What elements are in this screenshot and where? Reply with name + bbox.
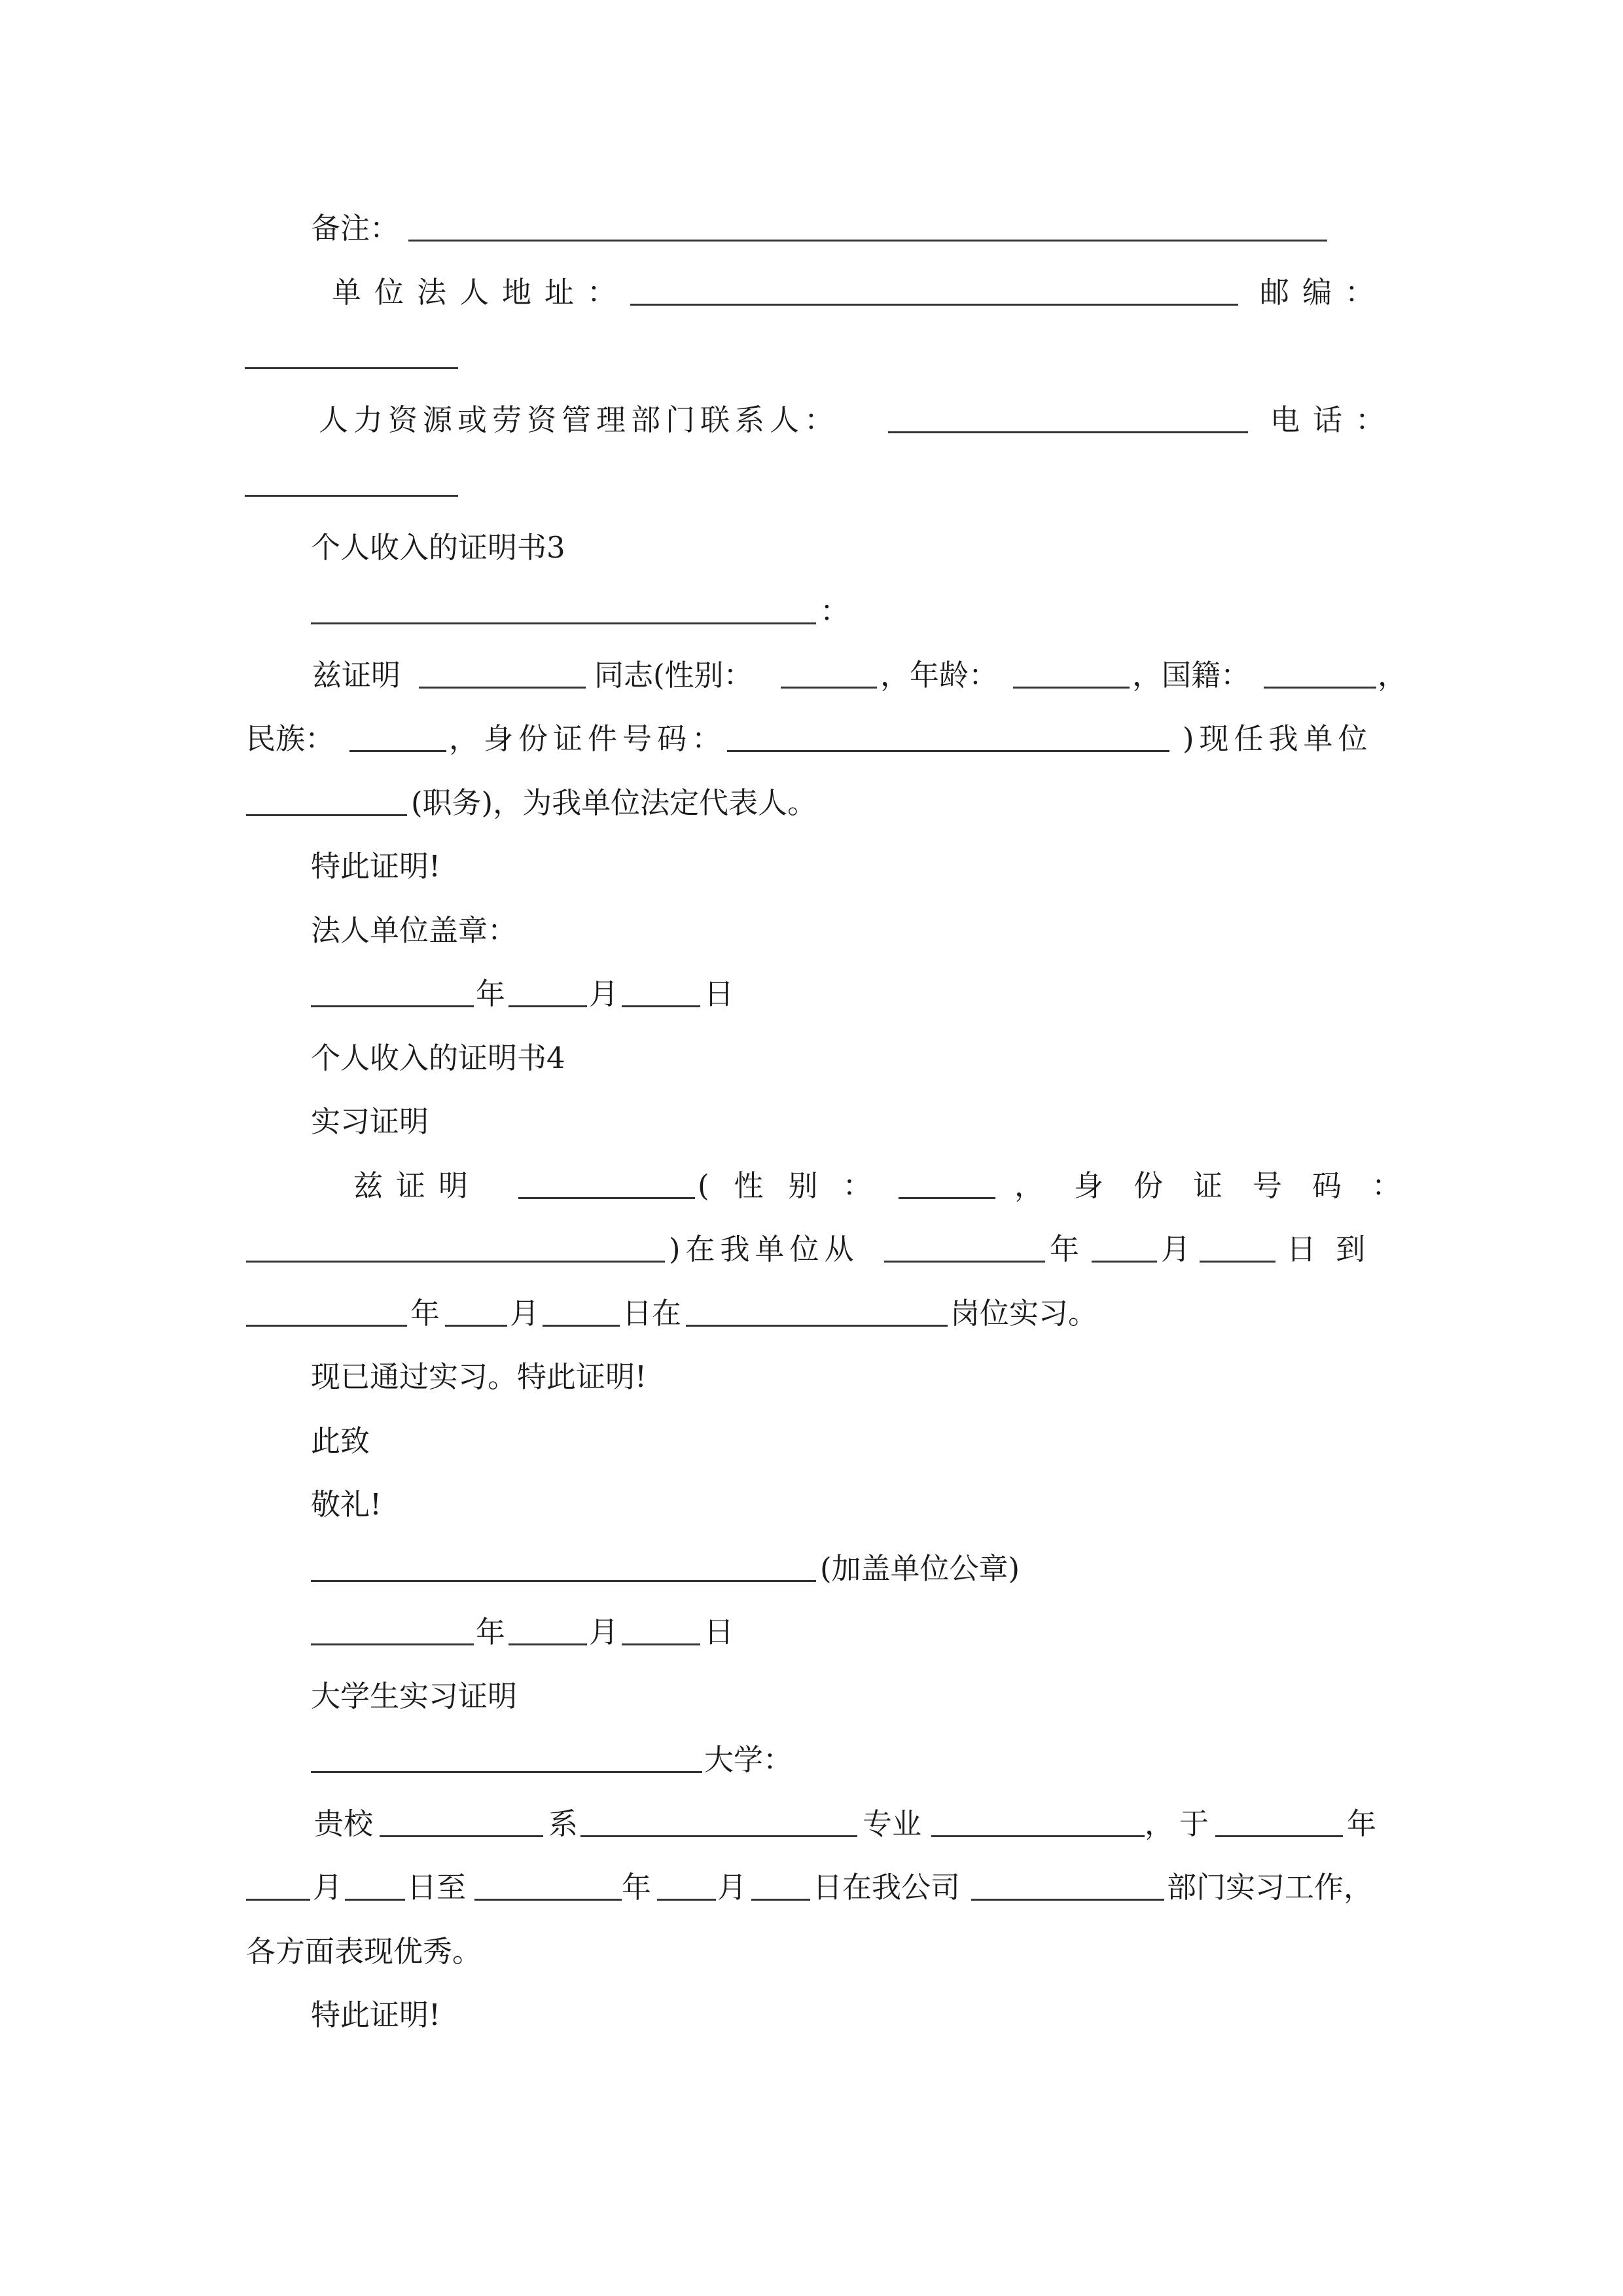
position-blank[interactable] [246, 774, 407, 816]
text: 大学： [704, 1742, 793, 1777]
stamp-label: (加盖单位公章) [820, 1551, 1020, 1586]
cert5-hereby-line [0, 1986, 1623, 2045]
to-day-blank[interactable] [751, 1858, 810, 1901]
text: (性别： [698, 1168, 897, 1203]
cert3-hereby-line [0, 837, 1623, 896]
text: 专业 [863, 1806, 922, 1841]
text: 月 [589, 1615, 619, 1649]
cert5-university-line [0, 1731, 1623, 1789]
to-year-blank[interactable] [246, 1284, 407, 1327]
text: 各方面表现优秀。 [246, 1934, 482, 1969]
text: 岗位实习。 [950, 1296, 1098, 1331]
text: 月 [313, 1870, 343, 1905]
text: 年 [1347, 1806, 1377, 1841]
to-month-blank[interactable] [445, 1284, 507, 1327]
text: ，身份证号码： [1014, 1168, 1432, 1203]
from-month-blank[interactable] [246, 1858, 310, 1901]
cert4-title-line [0, 1029, 1623, 1088]
name-blank[interactable] [419, 646, 586, 689]
cert4-jingli-line [0, 1475, 1623, 1534]
cert5-para1-line1 [0, 1795, 1623, 1854]
cert3-title-line [0, 518, 1623, 577]
to-month-blank[interactable] [657, 1858, 716, 1901]
to-day-blank[interactable] [543, 1284, 620, 1327]
day-blank[interactable] [622, 1603, 700, 1645]
name-blank[interactable] [518, 1157, 695, 1199]
remarks-line [0, 199, 1623, 258]
text: ， [1378, 658, 1408, 692]
cert4-passed-line [0, 1348, 1623, 1407]
to-year-blank[interactable] [474, 1858, 622, 1901]
major-blank[interactable] [580, 1795, 857, 1837]
text: )现任我单位 [1183, 721, 1373, 756]
cert4-para1-line2 [0, 1220, 1623, 1279]
text: 兹证明 [312, 658, 401, 692]
zip-label: 邮编： [1260, 275, 1388, 310]
gender-blank[interactable] [781, 646, 877, 689]
text: 贵校 [314, 1806, 374, 1841]
cert4-para1-line3 [0, 1284, 1623, 1343]
text: 日至 [407, 1870, 467, 1905]
contact-line [0, 391, 1623, 450]
text: 日 [704, 1615, 734, 1649]
text: 兹证明 [353, 1168, 482, 1203]
cert3-date-line [0, 965, 1623, 1024]
text: 特此证明! [311, 849, 441, 884]
company-dept-blank[interactable] [971, 1858, 1164, 1901]
cert4-para1-line1 [0, 1157, 1623, 1215]
text: 年 [476, 1615, 506, 1649]
cert3-title: 个人收入的证明书3 [311, 530, 565, 565]
from-day-blank[interactable] [1200, 1220, 1275, 1263]
cert3-addressee-blank[interactable] [311, 582, 816, 624]
cert4-subtitle: 实习证明 [311, 1104, 429, 1139]
month-blank[interactable] [508, 965, 587, 1007]
unit-blank[interactable] [311, 1539, 816, 1582]
ethnicity-blank[interactable] [349, 709, 446, 752]
from-year-blank[interactable] [1215, 1795, 1343, 1837]
contact-blank[interactable] [888, 391, 1248, 433]
text: 日 [704, 977, 734, 1011]
day-blank[interactable] [622, 965, 700, 1007]
from-year-blank[interactable] [884, 1220, 1045, 1263]
text: 日在 [622, 1296, 682, 1331]
cert4-title: 个人收入的证明书4 [311, 1041, 565, 1075]
remarks-label: 备注： [311, 211, 400, 245]
year-blank[interactable] [311, 965, 474, 1007]
text: 特此证明! [311, 1998, 441, 2032]
cert5-title-line [0, 1667, 1623, 1726]
cert4-stamp-line [0, 1539, 1623, 1598]
text: ，身份证件号码： [449, 721, 727, 756]
cert3-para1-line2 [0, 709, 1623, 768]
cert4-cizhi-line [0, 1412, 1623, 1471]
gender-blank[interactable] [899, 1157, 995, 1199]
text: 敬礼! [311, 1487, 382, 1522]
text: (职务)，为我单位法定代表人。 [411, 785, 817, 820]
text: 部门实习工作， [1167, 1870, 1374, 1905]
seal-label: 法人单位盖章： [311, 913, 518, 948]
text: 现已通过实习。特此证明! [311, 1359, 647, 1394]
university-blank[interactable] [311, 1731, 702, 1773]
phone-blank[interactable] [245, 454, 458, 497]
phone-blank-line [0, 454, 1623, 513]
text: 年 [622, 1870, 652, 1905]
nationality-blank[interactable] [1264, 646, 1376, 689]
cert3-addressee-line [0, 582, 1623, 641]
text: ，于 [1145, 1806, 1215, 1841]
from-day-blank[interactable] [345, 1858, 405, 1901]
month-blank[interactable] [508, 1603, 587, 1645]
text: 年 [1050, 1232, 1080, 1266]
year-blank[interactable] [311, 1603, 474, 1645]
text: 民族： [246, 721, 335, 756]
text: 系 [548, 1806, 579, 1841]
id-number-blank[interactable] [246, 1220, 665, 1263]
text: 年 [476, 977, 506, 1011]
text: 月 [510, 1296, 540, 1331]
text: ，国籍： [1132, 658, 1251, 692]
zip-blank-line [0, 327, 1623, 386]
department-blank[interactable] [380, 1795, 543, 1837]
zip-blank[interactable] [245, 327, 458, 369]
text: 同志(性别： [594, 658, 753, 692]
text: 此致 [311, 1424, 370, 1458]
text: 月 [717, 1870, 747, 1905]
text: ，年龄： [880, 658, 999, 692]
cert3-seal-line [0, 901, 1623, 960]
address-blank[interactable] [630, 263, 1238, 306]
text: 月 [589, 977, 619, 1011]
address-label: 单位法人地址： [332, 275, 630, 310]
cert4-subtitle-line [0, 1092, 1623, 1151]
contact-label: 人力资源或劳资管理部门联系人： [319, 403, 840, 437]
text: 月 [1161, 1232, 1191, 1266]
age-blank[interactable] [1013, 646, 1130, 689]
cert4-date-line [0, 1603, 1623, 1662]
cert3-para1-line1 [0, 646, 1623, 705]
text: 日到 [1287, 1232, 1385, 1266]
post-blank[interactable] [686, 1284, 948, 1327]
cert3-colon: ： [820, 594, 850, 628]
cert3-para1-line3 [0, 774, 1623, 833]
address-line [0, 263, 1623, 322]
id-number-blank[interactable] [727, 709, 1169, 752]
from-month-blank[interactable] [1092, 1220, 1157, 1263]
student-blank[interactable] [931, 1795, 1145, 1837]
remarks-blank[interactable] [408, 199, 1327, 242]
text: 年 [410, 1296, 440, 1331]
cert5-para1-line2 [0, 1858, 1623, 1917]
cert5-para1-line3 [0, 1922, 1623, 1981]
phone-label: 电话： [1270, 403, 1399, 437]
text: 日在我公司 [813, 1870, 961, 1905]
cert5-title: 大学生实习证明 [311, 1679, 518, 1713]
text: )在我单位从 [669, 1232, 859, 1266]
